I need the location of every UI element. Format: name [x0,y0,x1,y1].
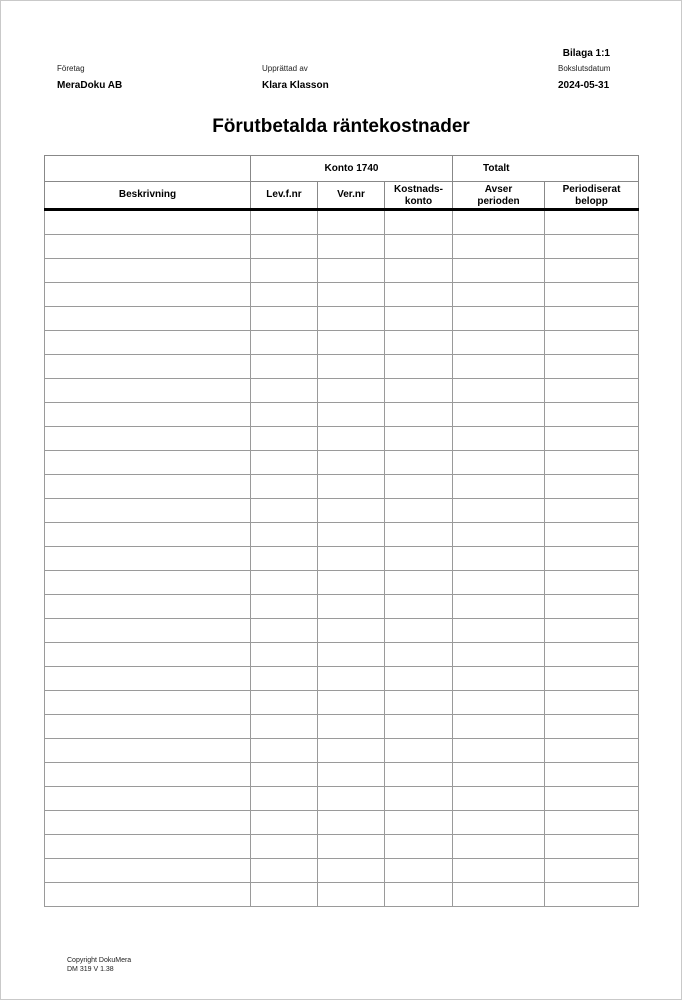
company-label: Företag [57,64,85,73]
cell-voucher-no[interactable] [318,403,385,427]
cell-cost-account[interactable] [385,427,453,451]
cell-accrued-amount[interactable] [545,210,639,235]
cell-supplier-invoice-no[interactable] [251,739,318,763]
cell-description[interactable] [45,763,251,787]
cell-description[interactable] [45,811,251,835]
table-row [45,355,639,379]
cell-cost-account[interactable] [385,667,453,691]
cell-voucher-no[interactable] [318,259,385,283]
cell-voucher-no[interactable] [318,523,385,547]
cell-voucher-no[interactable] [318,691,385,715]
table-row [45,210,639,235]
col-header-cost-account-line2: konto [404,196,433,207]
cell-description[interactable] [45,787,251,811]
cell-period[interactable] [453,667,545,691]
cell-period[interactable] [453,283,545,307]
cell-period[interactable] [453,379,545,403]
cell-cost-account[interactable] [385,210,453,235]
cell-accrued-amount[interactable] [545,619,639,643]
cell-cost-account[interactable] [385,691,453,715]
cell-period[interactable] [453,523,545,547]
cell-supplier-invoice-no[interactable] [251,210,318,235]
table-row [45,259,639,283]
cell-supplier-invoice-no[interactable] [251,475,318,499]
cell-cost-account[interactable] [385,787,453,811]
cell-cost-account[interactable] [385,835,453,859]
cell-supplier-invoice-no[interactable] [251,595,318,619]
cell-period[interactable] [453,451,545,475]
cell-cost-account[interactable] [385,307,453,331]
annex-label: Bilaga 1:1 [562,48,610,59]
cell-cost-account[interactable] [385,859,453,883]
cell-cost-account[interactable] [385,763,453,787]
cell-period[interactable] [453,835,545,859]
col-header-period [453,182,545,210]
cell-period[interactable] [453,331,545,355]
cell-description[interactable] [45,403,251,427]
version-text: DM 319 V 1.38 [67,966,114,973]
cell-accrued-amount[interactable] [545,643,639,667]
table-row [45,379,639,403]
table-row [45,691,639,715]
cell-period[interactable] [453,235,545,259]
cell-cost-account[interactable] [385,643,453,667]
cell-supplier-invoice-no[interactable] [251,451,318,475]
prepaid-interest-table [44,155,639,907]
cell-description[interactable] [45,859,251,883]
cell-supplier-invoice-no[interactable] [251,667,318,691]
cell-period[interactable] [453,619,545,643]
cell-cost-account[interactable] [385,331,453,355]
cell-voucher-no[interactable] [318,547,385,571]
cell-supplier-invoice-no[interactable] [251,379,318,403]
cell-period[interactable] [453,739,545,763]
cell-supplier-invoice-no[interactable] [251,691,318,715]
cell-cost-account[interactable] [385,547,453,571]
cell-description[interactable] [45,739,251,763]
cell-period[interactable] [453,210,545,235]
col-header-cost-account-line1: Kostnads- [394,184,443,195]
table-row [45,619,639,643]
table-row [45,859,639,883]
cell-description[interactable] [45,475,251,499]
table-row [45,547,639,571]
cell-description[interactable] [45,259,251,283]
cell-supplier-invoice-no[interactable] [251,523,318,547]
table-row [45,523,639,547]
table-row [45,475,639,499]
cell-voucher-no[interactable] [318,475,385,499]
header-blank-cell [45,156,251,182]
cell-period[interactable] [453,691,545,715]
cell-supplier-invoice-no[interactable] [251,811,318,835]
cell-accrued-amount[interactable] [545,787,639,811]
cell-voucher-no[interactable] [318,835,385,859]
cell-supplier-invoice-no[interactable] [251,883,318,907]
cell-cost-account[interactable] [385,259,453,283]
cell-voucher-no[interactable] [318,619,385,643]
cell-description[interactable] [45,499,251,523]
cell-voucher-no[interactable] [318,283,385,307]
cell-accrued-amount[interactable] [545,547,639,571]
cell-description[interactable] [45,379,251,403]
cell-period[interactable] [453,883,545,907]
cell-cost-account[interactable] [385,475,453,499]
cell-description[interactable] [45,355,251,379]
table-row [45,403,639,427]
cell-voucher-no[interactable] [318,715,385,739]
cell-voucher-no[interactable] [318,859,385,883]
cell-accrued-amount[interactable] [545,571,639,595]
cell-period[interactable] [453,259,545,283]
table-body [45,210,639,907]
cell-supplier-invoice-no[interactable] [251,403,318,427]
table-row [45,235,639,259]
table-row [45,331,639,355]
closing-date-value[interactable]: 2024-05-31 [558,80,610,91]
cell-cost-account[interactable] [385,883,453,907]
cell-period[interactable] [453,595,545,619]
col-header-accrued-amount-line2: belopp [575,196,608,207]
group-header-total: Totalt [453,156,639,182]
company-value[interactable]: MeraDoku AB [57,80,123,91]
footer [67,956,131,974]
cell-supplier-invoice-no[interactable] [251,259,318,283]
cell-accrued-amount[interactable] [545,883,639,907]
cell-supplier-invoice-no[interactable] [251,499,318,523]
prepared-by-value[interactable]: Klara Klasson [262,80,329,91]
cell-voucher-no[interactable] [318,499,385,523]
col-header-supplier-invoice-no: Lev.f.nr [251,182,318,210]
cell-supplier-invoice-no[interactable] [251,355,318,379]
col-header-period-line2: perioden [477,196,520,207]
cell-accrued-amount[interactable] [545,715,639,739]
cell-cost-account[interactable] [385,571,453,595]
cell-description[interactable] [45,619,251,643]
cell-accrued-amount[interactable] [545,355,639,379]
cell-accrued-amount[interactable] [545,403,639,427]
cell-voucher-no[interactable] [318,595,385,619]
cell-voucher-no[interactable] [318,379,385,403]
cell-period[interactable] [453,715,545,739]
cell-accrued-amount[interactable] [545,427,639,451]
table-row [45,715,639,739]
cell-cost-account[interactable] [385,379,453,403]
cell-supplier-invoice-no[interactable] [251,307,318,331]
cell-accrued-amount[interactable] [545,811,639,835]
cell-period[interactable] [453,355,545,379]
cell-accrued-amount[interactable] [545,307,639,331]
cell-supplier-invoice-no[interactable] [251,859,318,883]
cell-voucher-no[interactable] [318,331,385,355]
cell-accrued-amount[interactable] [545,283,639,307]
cell-period[interactable] [453,547,545,571]
table-row [45,883,639,907]
cell-accrued-amount[interactable] [545,259,639,283]
cell-cost-account[interactable] [385,451,453,475]
cell-accrued-amount[interactable] [545,331,639,355]
cell-supplier-invoice-no[interactable] [251,763,318,787]
cell-accrued-amount[interactable] [545,523,639,547]
table-row [45,763,639,787]
cell-accrued-amount[interactable] [545,379,639,403]
col-header-accrued-amount [545,182,639,210]
cell-period[interactable] [453,427,545,451]
cell-period[interactable] [453,571,545,595]
cell-period[interactable] [453,499,545,523]
cell-accrued-amount[interactable] [545,235,639,259]
table-row [45,499,639,523]
cell-voucher-no[interactable] [318,667,385,691]
table-row [45,835,639,859]
cell-supplier-invoice-no[interactable] [251,619,318,643]
col-header-period-line1: Avser [484,184,513,195]
cell-voucher-no[interactable] [318,787,385,811]
cell-accrued-amount[interactable] [545,835,639,859]
cell-description[interactable] [45,691,251,715]
cell-description[interactable] [45,235,251,259]
cell-voucher-no[interactable] [318,235,385,259]
group-header-account: Konto 1740 [251,156,453,182]
prepared-by-label: Upprättad av [262,64,308,73]
cell-cost-account[interactable] [385,499,453,523]
cell-description[interactable] [45,283,251,307]
cell-cost-account[interactable] [385,739,453,763]
cell-accrued-amount[interactable] [545,451,639,475]
table-row [45,643,639,667]
table-row [45,739,639,763]
col-header-accrued-amount-line1: Periodiserat [562,184,621,195]
cell-supplier-invoice-no[interactable] [251,547,318,571]
table-row [45,811,639,835]
closing-date-label: Bokslutsdatum [558,64,611,73]
cell-description[interactable] [45,595,251,619]
cell-cost-account[interactable] [385,403,453,427]
cell-supplier-invoice-no[interactable] [251,331,318,355]
table-row [45,427,639,451]
cell-accrued-amount[interactable] [545,475,639,499]
cell-accrued-amount[interactable] [545,499,639,523]
cell-voucher-no[interactable] [318,571,385,595]
cell-period[interactable] [453,859,545,883]
table-row [45,787,639,811]
cell-description[interactable] [45,523,251,547]
col-header-voucher-no: Ver.nr [318,182,385,210]
table-row [45,667,639,691]
cell-voucher-no[interactable] [318,883,385,907]
cell-description[interactable] [45,331,251,355]
cell-description[interactable] [45,210,251,235]
cell-description[interactable] [45,883,251,907]
cell-description[interactable] [45,547,251,571]
cell-cost-account[interactable] [385,235,453,259]
cell-voucher-no[interactable] [318,451,385,475]
cell-period[interactable] [453,763,545,787]
cell-accrued-amount[interactable] [545,691,639,715]
cell-period[interactable] [453,307,545,331]
cell-accrued-amount[interactable] [545,859,639,883]
cell-supplier-invoice-no[interactable] [251,643,318,667]
table-row [45,283,639,307]
cell-period[interactable] [453,787,545,811]
table-row [45,451,639,475]
table-row [45,571,639,595]
table-row [45,307,639,331]
cell-voucher-no[interactable] [318,427,385,451]
cell-supplier-invoice-no[interactable] [251,571,318,595]
col-header-description: Beskrivning [45,182,251,210]
cell-description[interactable] [45,715,251,739]
cell-accrued-amount[interactable] [545,763,639,787]
cell-accrued-amount[interactable] [545,667,639,691]
copyright-text: Copyright DokuMera [67,957,132,964]
cell-supplier-invoice-no[interactable] [251,787,318,811]
cell-description[interactable] [45,451,251,475]
cell-period[interactable] [453,643,545,667]
cell-voucher-no[interactable] [318,307,385,331]
cell-period[interactable] [453,403,545,427]
cell-cost-account[interactable] [385,715,453,739]
cell-supplier-invoice-no[interactable] [251,427,318,451]
cell-description[interactable] [45,835,251,859]
cell-period[interactable] [453,811,545,835]
cell-supplier-invoice-no[interactable] [251,715,318,739]
cell-voucher-no[interactable] [318,355,385,379]
cell-cost-account[interactable] [385,811,453,835]
cell-description[interactable] [45,667,251,691]
cell-supplier-invoice-no[interactable] [251,835,318,859]
cell-voucher-no[interactable] [318,763,385,787]
cell-description[interactable] [45,427,251,451]
cell-voucher-no[interactable] [318,210,385,235]
cell-supplier-invoice-no[interactable] [251,283,318,307]
cell-voucher-no[interactable] [318,643,385,667]
cell-cost-account[interactable] [385,595,453,619]
cell-description[interactable] [45,571,251,595]
cell-description[interactable] [45,307,251,331]
page-title: Förutbetalda räntekostnader [212,116,470,137]
cell-period[interactable] [453,475,545,499]
cell-cost-account[interactable] [385,619,453,643]
cell-description[interactable] [45,643,251,667]
cell-cost-account[interactable] [385,283,453,307]
cell-accrued-amount[interactable] [545,739,639,763]
cell-cost-account[interactable] [385,355,453,379]
cell-accrued-amount[interactable] [545,595,639,619]
cell-voucher-no[interactable] [318,739,385,763]
table-row [45,595,639,619]
col-header-cost-account [385,182,453,210]
cell-supplier-invoice-no[interactable] [251,235,318,259]
cell-voucher-no[interactable] [318,811,385,835]
cell-cost-account[interactable] [385,523,453,547]
